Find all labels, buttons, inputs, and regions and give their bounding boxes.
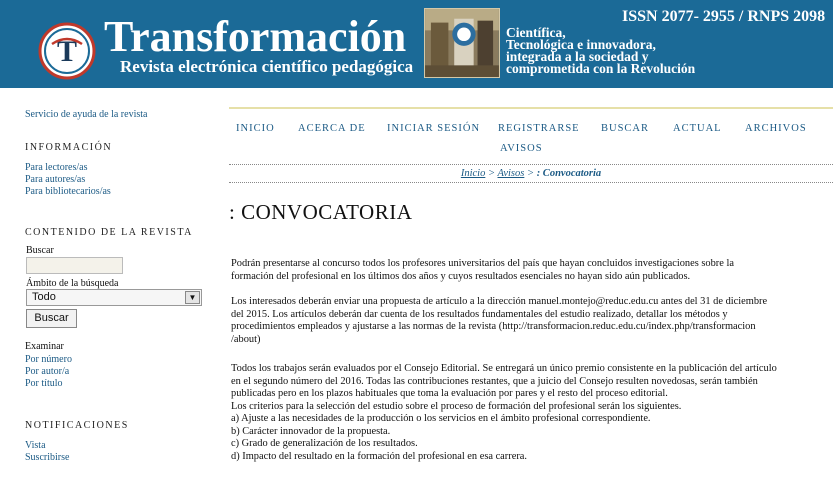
main-content xyxy=(229,88,833,483)
nav-archives[interactable]: ARCHIVOS xyxy=(745,123,807,134)
search-scope-select[interactable] xyxy=(26,289,202,306)
nav-home[interactable]: INICIO xyxy=(236,123,275,134)
nav-register[interactable]: REGISTRARSE xyxy=(498,123,580,134)
page-title: : CONVOCATORIA xyxy=(229,200,413,224)
paragraph-line: Todos los trabajos serán evaluados por el Consejo Editorial. Se entregará un único premio consistente en la publicación del artículo xyxy=(231,363,777,374)
browse-by-issue[interactable]: Por número xyxy=(25,354,72,365)
chevron-down-icon[interactable]: ▼ xyxy=(185,291,200,304)
breadcrumb-separator: > xyxy=(524,168,537,179)
sidebar-link-authors[interactable]: Para autores/as xyxy=(25,174,86,185)
search-input[interactable] xyxy=(26,257,123,274)
slogan-line: Tecnológica e innovadora, xyxy=(506,37,656,52)
breadcrumb-divider xyxy=(229,182,833,183)
journal-title: Transformación xyxy=(104,12,407,61)
breadcrumb-home[interactable]: Inicio xyxy=(460,168,486,179)
criteria-item: c) Grado de generalización de los resultados. xyxy=(231,438,418,449)
nav-login[interactable]: INICIAR SESIÓN xyxy=(387,123,481,134)
paragraph-line: del 2015. Los artículos deberán dar cuenta de los resultados fundamentales del estudio realizado, detallar los métodos y xyxy=(231,308,728,320)
slogan-line: Científica, xyxy=(506,25,566,40)
paragraph-line: /about) xyxy=(231,333,261,345)
browse-by-author[interactable]: Por autor/a xyxy=(25,366,70,377)
browse-label: Examinar xyxy=(25,341,64,352)
nav-divider xyxy=(229,164,833,165)
paragraph-line: Podrán presentarse al concurso todos los profesores universitarios del país que hayan concluidos investigaciones sobre la xyxy=(231,258,734,269)
search-button[interactable]: Buscar xyxy=(26,309,77,328)
notifications-subscribe-link[interactable]: Suscribirse xyxy=(25,452,70,463)
breadcrumb-separator: > xyxy=(485,168,498,179)
slogan xyxy=(506,27,695,75)
paragraph-line: Los interesados deberán enviar una propuesta de artículo a la dirección manuel.montejo@reduc.edu.cu antes del 31 de diciembre xyxy=(231,296,768,307)
content-heading: CONTENIDO DE LA REVISTA xyxy=(25,227,193,238)
site-header xyxy=(0,0,833,88)
info-heading: INFORMACIÓN xyxy=(25,142,113,153)
search-scope-value: Todo xyxy=(32,291,56,303)
nav-announcements[interactable]: AVISOS xyxy=(500,143,543,154)
top-divider xyxy=(229,107,833,109)
issn-label: ISSN 2077- 2955 / RNPS 2098 xyxy=(622,8,826,25)
paragraph-submission xyxy=(231,296,831,346)
slogan-line: integrada a la sociedad y xyxy=(506,49,649,64)
notifications-view-link[interactable]: Vista xyxy=(25,440,46,451)
breadcrumb-announcements[interactable]: Avisos xyxy=(497,168,525,179)
criteria-item: a) Ajuste a las necesidades de la producción o los servicios en el ámbito profesional correspondiente. xyxy=(231,413,651,424)
sidebar-link-readers[interactable]: Para lectores/as xyxy=(25,162,88,173)
help-link[interactable]: Servicio de ayuda de la revista xyxy=(25,109,148,120)
sidebar-link-librarians[interactable]: Para bibliotecarios/as xyxy=(25,186,111,197)
header-photo xyxy=(424,8,500,78)
paragraph-line: procedimientos empleados y ajustarse a las normas de la revista (http://transformacion.reduc.edu.cu/index.php/transformacion xyxy=(231,321,756,332)
breadcrumb-current: : Convocatoria xyxy=(536,168,602,179)
criteria-item: b) Carácter innovador de la propuesta. xyxy=(231,425,391,437)
notifications-links xyxy=(25,440,69,464)
nav-search[interactable]: BUSCAR xyxy=(601,123,650,134)
sidebar xyxy=(0,88,222,483)
paragraph-intro xyxy=(231,258,831,283)
svg-text:T: T xyxy=(56,35,78,68)
paragraph-line: en el segundo número del 2016. Todas las contribuciones restantes, que a juicio del Consejo resulten novedosas, serán también xyxy=(231,375,758,387)
paragraph-line: Los criterios para la selección del estudio sobre el proceso de formación del profesional serán los siguientes. xyxy=(231,400,682,412)
nav-about[interactable]: ACERCA DE xyxy=(298,123,366,134)
notifications-heading: NOTIFICACIONES xyxy=(25,420,129,431)
browse-by-title[interactable]: Por título xyxy=(25,378,63,389)
info-links xyxy=(25,162,111,198)
journal-subtitle: Revista electrónica científico pedagógica xyxy=(120,57,414,76)
journal-logo-icon[interactable] xyxy=(36,20,98,82)
nav-current[interactable]: ACTUAL xyxy=(673,123,722,134)
paragraph-line: formación del profesional en los últimos dos años y cuyos resultados esenciales no hayan sido aún publicados. xyxy=(231,270,691,282)
slogan-line: comprometida con la Revolución xyxy=(506,61,696,76)
scope-label: Ámbito de la búsqueda xyxy=(26,278,119,289)
paragraph-line: publicadas pero en los plazos habituales que toma la evaluación por pares y el resto del proceso editorial. xyxy=(231,388,668,399)
criteria-item: d) Impacto del resultado en la formación del profesional en esa carrera. xyxy=(231,450,527,462)
paragraph-evaluation xyxy=(231,363,831,463)
search-label: Buscar xyxy=(26,245,54,256)
breadcrumb xyxy=(229,168,833,179)
browse-links xyxy=(25,354,72,390)
